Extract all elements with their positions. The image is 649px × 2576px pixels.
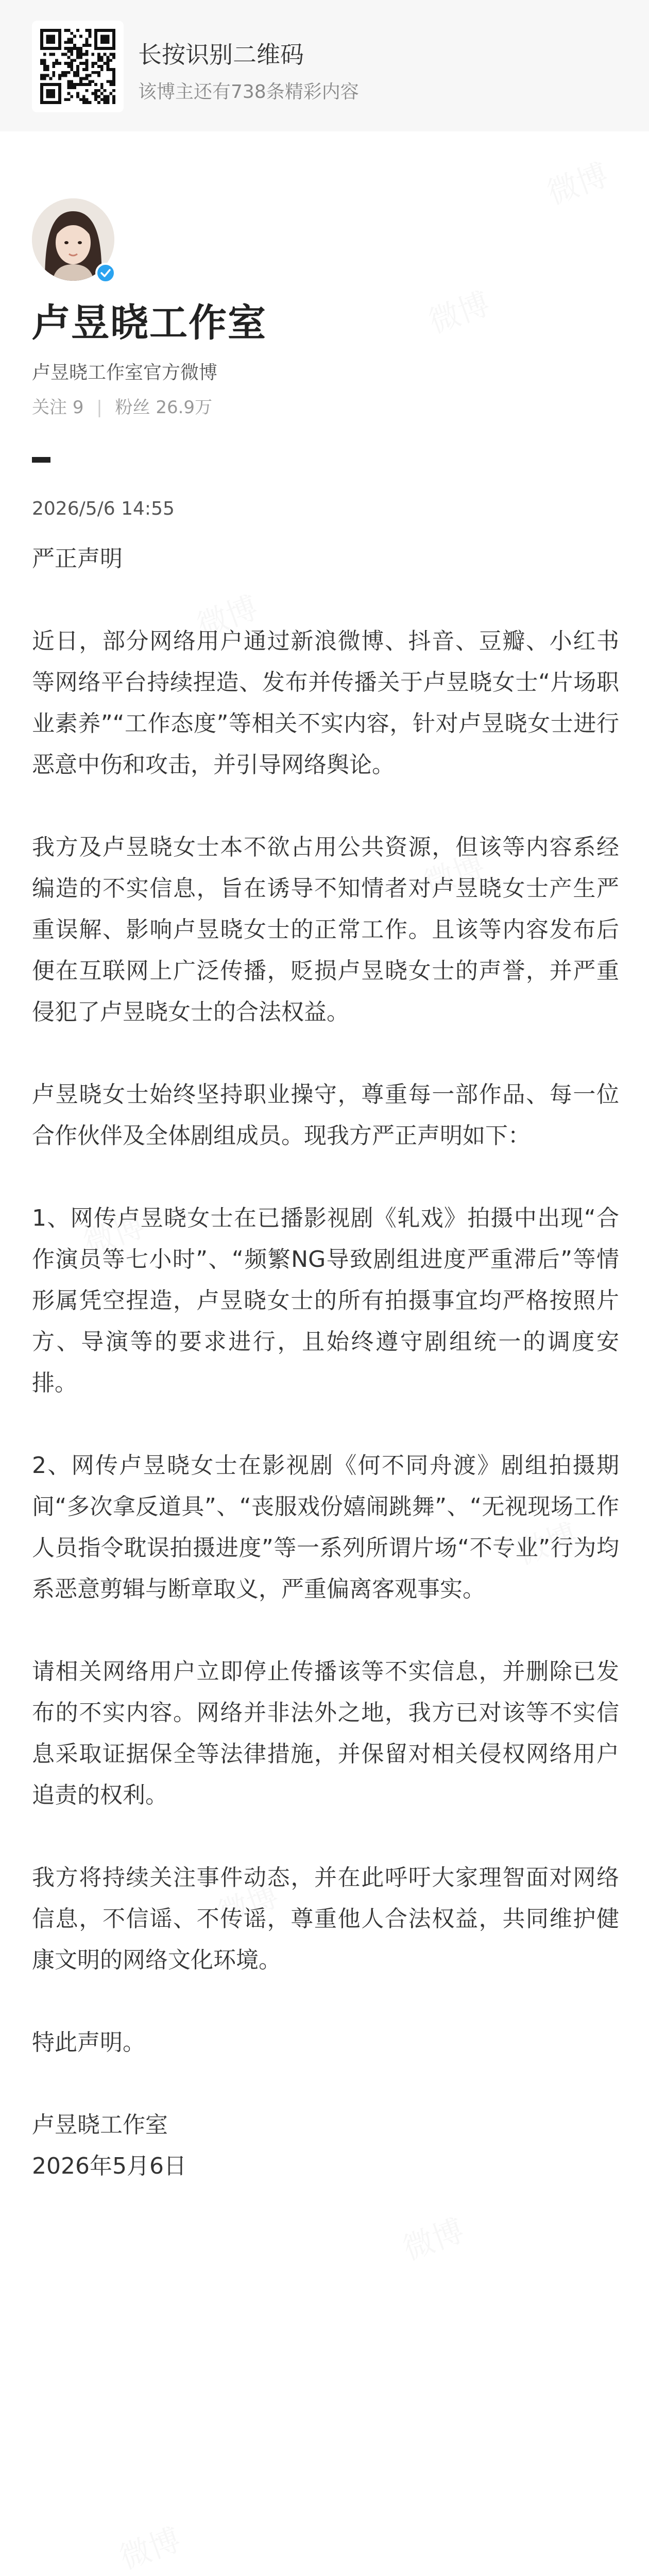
profile-stats [32,393,212,418]
verified-badge-icon [95,263,116,283]
stats-divider: | [96,397,103,418]
divider-dash [32,457,50,463]
top-qr-banner [0,0,649,131]
banner-title: 长按识别二维码 [138,41,304,69]
fans-count[interactable]: 26.9万 [156,397,213,418]
paragraph: 特此声明。 [32,2029,145,2056]
follow-count[interactable]: 9 [72,397,84,418]
signature-date: 2026年5月6日 [32,2153,186,2179]
paragraph-title: 严正声明 [32,546,123,572]
post-content [32,538,619,2187]
paragraph: 我方将持续关注事件动态，并在此呼吁大家理智面对网络信息，不信谣、不传谣，尊重他人合法权益，共同维护健康文明的网络文化环境。 [32,1865,619,1973]
follow-label[interactable]: 关注 [32,397,67,418]
fans-label[interactable]: 粉丝 [115,397,150,418]
signature-name: 卢昱晓工作室 [32,2112,168,2138]
paragraph: 近日，部分网络用户通过新浪微博、抖音、豆瓣、小红书等网络平台持续捏造、发布并传播关于卢昱晓女士“片场职业素养”“工作态度”等相关不实内容，针对卢昱晓女士进行恶意中伤和攻击，并引导网络舆论。 [32,628,619,778]
paragraph: 我方及卢昱晓女士本不欲占用公共资源，但该等内容系经编造的不实信息，旨在诱导不知情者对卢昱晓女士产生严重误解、影响卢昱晓女士的正常工作。且该等内容发布后便在互联网上广泛传播，贬损卢昱晓女士的声誉，并严重侵犯了卢昱晓女士的合法权益。 [32,834,619,1025]
profile-description: 卢昱晓工作室官方微博 [32,362,218,383]
banner-subtitle: 该博主还有738条精彩内容 [138,81,359,103]
paragraph: 2、网传卢昱晓女士在影视剧《何不同舟渡》剧组拍摄期间“多次拿反道具”、“丧服戏份嬉闹跳舞”、“无视现场工作人员指令耽误拍摄进度”等一系列所谓片场“不专业”行为均系恶意剪辑与断章取义，严重偏离客观事实。 [32,1452,619,1602]
paragraph: 卢昱晓女士始终坚持职业操守，尊重每一部作品、每一位合作伙伴及全体剧组成员。现我方严正声明如下： [32,1081,619,1149]
post-time: 2026/5/6 14:55 [32,498,175,519]
profile-name[interactable]: 卢昱晓工作室 [32,301,267,345]
paragraph: 请相关网络用户立即停止传播该等不实信息，并删除已发布的不实内容。网络并非法外之地，我方已对该等不实信息采取证据保全等法律措施，并保留对相关侵权网络用户追责的权利。 [32,1658,619,1808]
qr-code-icon[interactable] [32,21,124,112]
paragraph: 1、网传卢昱晓女士在已播影视剧《轧戏》拍摄中出现“合作演员等七小时”、“频繁NG导致剧组进度严重滞后”等情形属凭空捏造，卢昱晓女士的所有拍摄事宜均严格按照片方、导演等的要求进行，且始终遵守剧组统一的调度安排。 [32,1205,619,1396]
